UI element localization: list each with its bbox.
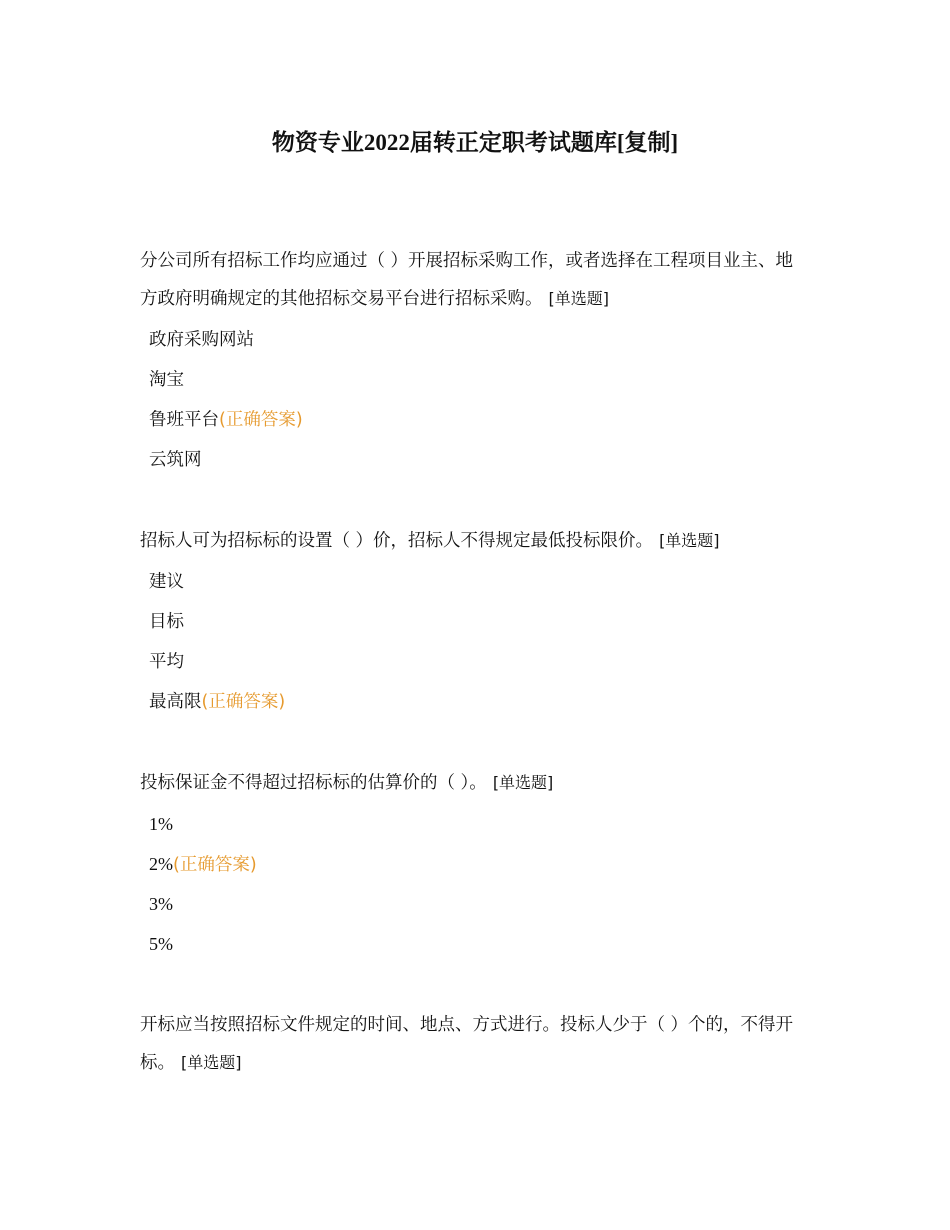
question-text	[140, 764, 810, 802]
option-item-correct[interactable]	[149, 682, 810, 722]
question-type-label: [单选题]	[492, 773, 554, 792]
question-stem: 招标人可为招标标的设置（ ）价，招标人不得规定最低投标限价。	[140, 531, 654, 551]
question-1	[140, 242, 810, 480]
option-item[interactable]	[149, 320, 810, 360]
page-title	[0, 123, 950, 163]
option-item[interactable]	[149, 602, 810, 642]
option-label: 鲁班平台	[149, 410, 219, 430]
option-list	[140, 320, 810, 480]
option-item-correct[interactable]	[149, 844, 810, 884]
option-list	[140, 804, 810, 964]
question-text	[140, 242, 810, 318]
option-label: 最高限	[149, 692, 202, 712]
option-list	[140, 562, 810, 722]
option-item[interactable]	[149, 562, 810, 602]
question-text	[140, 1006, 810, 1082]
question-2	[140, 522, 810, 722]
option-label: 淘宝	[149, 370, 184, 390]
question-stem: 开标应当按照招标文件规定的时间、地点、方式进行。投标人少于（ ）个的，不得开标。	[140, 1015, 794, 1073]
option-label: 云筑网	[149, 450, 202, 470]
page-title-text: 物资专业2022届转正定职考试题库[复制]	[271, 129, 679, 157]
correct-answer-marker: (正确答案)	[201, 692, 286, 712]
option-item[interactable]	[149, 360, 810, 400]
correct-answer-marker: (正确答案)	[219, 410, 303, 430]
option-label: 1%	[149, 814, 173, 834]
option-item[interactable]	[149, 884, 810, 924]
option-item[interactable]	[149, 804, 810, 844]
option-item[interactable]	[149, 642, 810, 682]
question-type-label: [单选题]	[548, 289, 609, 308]
option-label: 政府采购网站	[149, 330, 254, 350]
question-3	[140, 764, 810, 964]
question-type-label: [单选题]	[181, 1053, 242, 1072]
option-label: 建议	[149, 572, 184, 592]
question-stem: 投标保证金不得超过招标标的估算价的（ ）。	[140, 773, 487, 793]
option-label: 平均	[149, 652, 184, 672]
question-list	[140, 242, 810, 1124]
question-4	[140, 1006, 810, 1082]
option-label: 目标	[149, 612, 184, 632]
option-item[interactable]	[149, 924, 810, 964]
option-label: 3%	[149, 894, 173, 914]
option-item[interactable]	[149, 440, 810, 480]
option-label: 2%	[149, 854, 173, 874]
question-text	[140, 522, 810, 560]
question-type-label: [单选题]	[659, 531, 720, 550]
option-label: 5%	[149, 934, 173, 954]
correct-answer-marker: (正确答案)	[173, 855, 257, 875]
question-stem: 分公司所有招标工作均应通过（ ）开展招标采购工作，或者选择在工程项目业主、地方政府明确规定的其他招标交易平台进行招标采购。	[140, 251, 794, 309]
option-item-correct[interactable]	[149, 400, 810, 440]
